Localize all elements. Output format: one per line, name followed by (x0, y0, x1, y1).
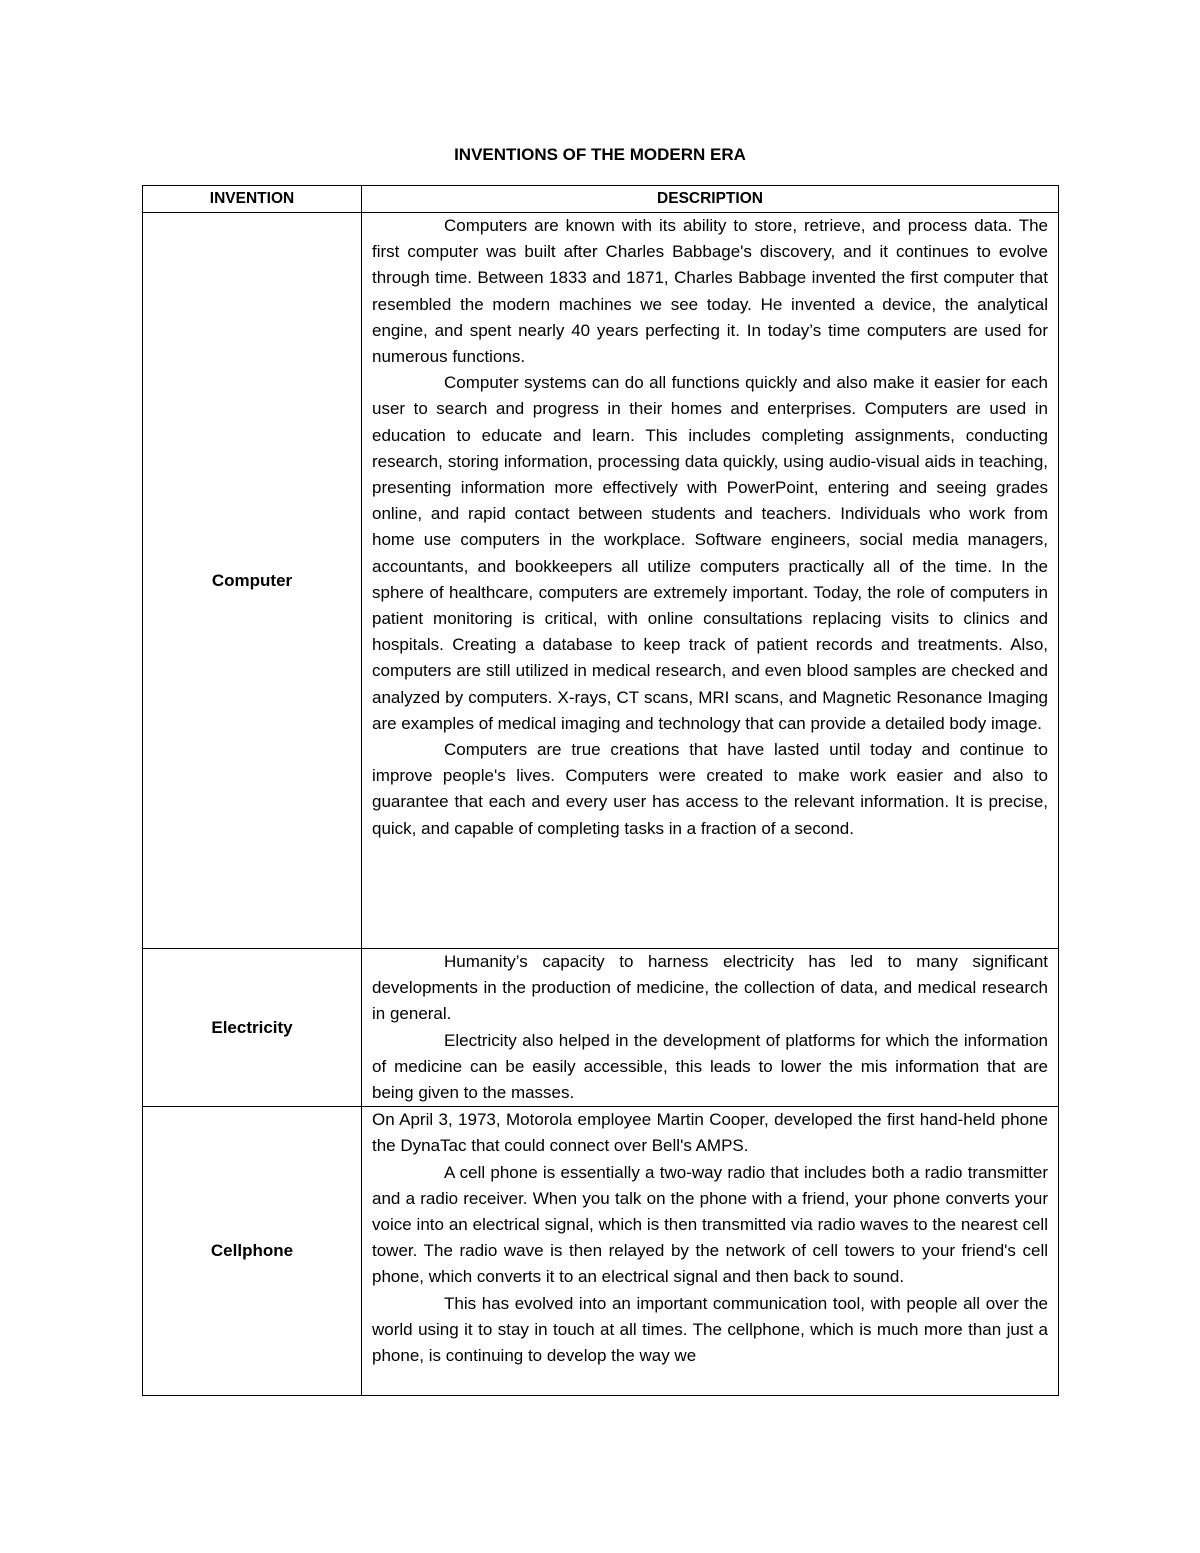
description-computer (362, 213, 1059, 949)
table-row (143, 1107, 1059, 1396)
invention-name-computer: Computer (143, 213, 362, 949)
table-row (143, 949, 1059, 1107)
description-paragraph: Computers are known with its ability to store, retrieve, and process data. The first computer was built after Charles Babbage's discovery, and it continues to evolve through time. Between 1833 and 1871, Charles Babbage invented the first computer that resembled the modern machines we see today. He invented a device, the analytical engine, and spent nearly 40 years perfecting it. In today’s time computers are used for numerous functions. (372, 216, 1048, 367)
description-clip (372, 1107, 1048, 1394)
description-electricity (362, 949, 1059, 1107)
description-paragraph: A cell phone is essentially a two-way radio that includes both a radio transmitter and a radio receiver. When you talk on the phone with a friend, your phone converts your voice into an electrical signal, which is then transmitted via radio waves to the nearest cell tower. The radio wave is then relayed by the network of cell towers to your friend's cell phone, which converts it to an electrical signal and then back to sound. (372, 1162, 1048, 1287)
table-row (143, 213, 1059, 949)
header-invention: INVENTION (143, 186, 362, 213)
description-paragraph: Computers are true creations that have lasted until today and continue to improve people's lives. Computers were created to make work easier and also to guarantee that each and every user has access to the relevant information. It is precise, quick, and capable of completing tasks in a fraction of a second. (372, 740, 1048, 838)
description-paragraph: Humanity’s capacity to harness electricity has led to many significant developments in the production of medicine, the collection of data, and medical research in general. (372, 952, 1048, 1024)
invention-name-electricity: Electricity (143, 949, 362, 1107)
description-paragraph: On April 3, 1973, Motorola employee Martin Cooper, developed the first hand-held phone the DynaTac that could connect over Bell's AMPS. (372, 1110, 1048, 1156)
inventions-table (142, 185, 1059, 1396)
description-cellphone (362, 1107, 1059, 1396)
description-paragraph: Computer systems can do all functions quickly and also make it easier for each user to search and progress in their homes and enterprises. Computers are used in education to educate and learn. This includes completing assignments, conducting research, storing information, processing data quickly, using audio-visual aids in teaching, presenting information more effectively with PowerPoint, entering and seeing grades online, and rapid contact between students and teachers. Individuals who work from home use computers in the workplace. Software engineers, social media managers, accountants, and bookkeepers all utilize computers practically all of the time. In the sphere of healthcare, computers are extremely important. Today, the role of computers in patient monitoring is critical, with online consultations replacing visits to clinics and hospitals. Creating a database to keep track of patient records and treatments. Also, computers are still utilized in medical research, and even blood samples are checked and analyzed by computers. X-rays, CT scans, MRI scans, and Magnetic Resonance Imaging are examples of medical imaging and technology that can provide a detailed body image. (372, 373, 1048, 733)
header-description: DESCRIPTION (362, 186, 1059, 213)
table-header-row (143, 186, 1059, 213)
invention-name-cellphone: Cellphone (143, 1107, 362, 1396)
page-title: INVENTIONS OF THE MODERN ERA (454, 145, 746, 164)
description-paragraph: This has evolved into an important communication tool, with people all over the world using it to stay in touch at all times. The cellphone, which is much more than just a phone, is continuing to develop the way we (372, 1293, 1048, 1366)
description-paragraph: Electricity also helped in the development of platforms for which the information of medicine can be easily accessible, this leads to lower the mis information that are being given to the masses. (372, 1030, 1048, 1103)
